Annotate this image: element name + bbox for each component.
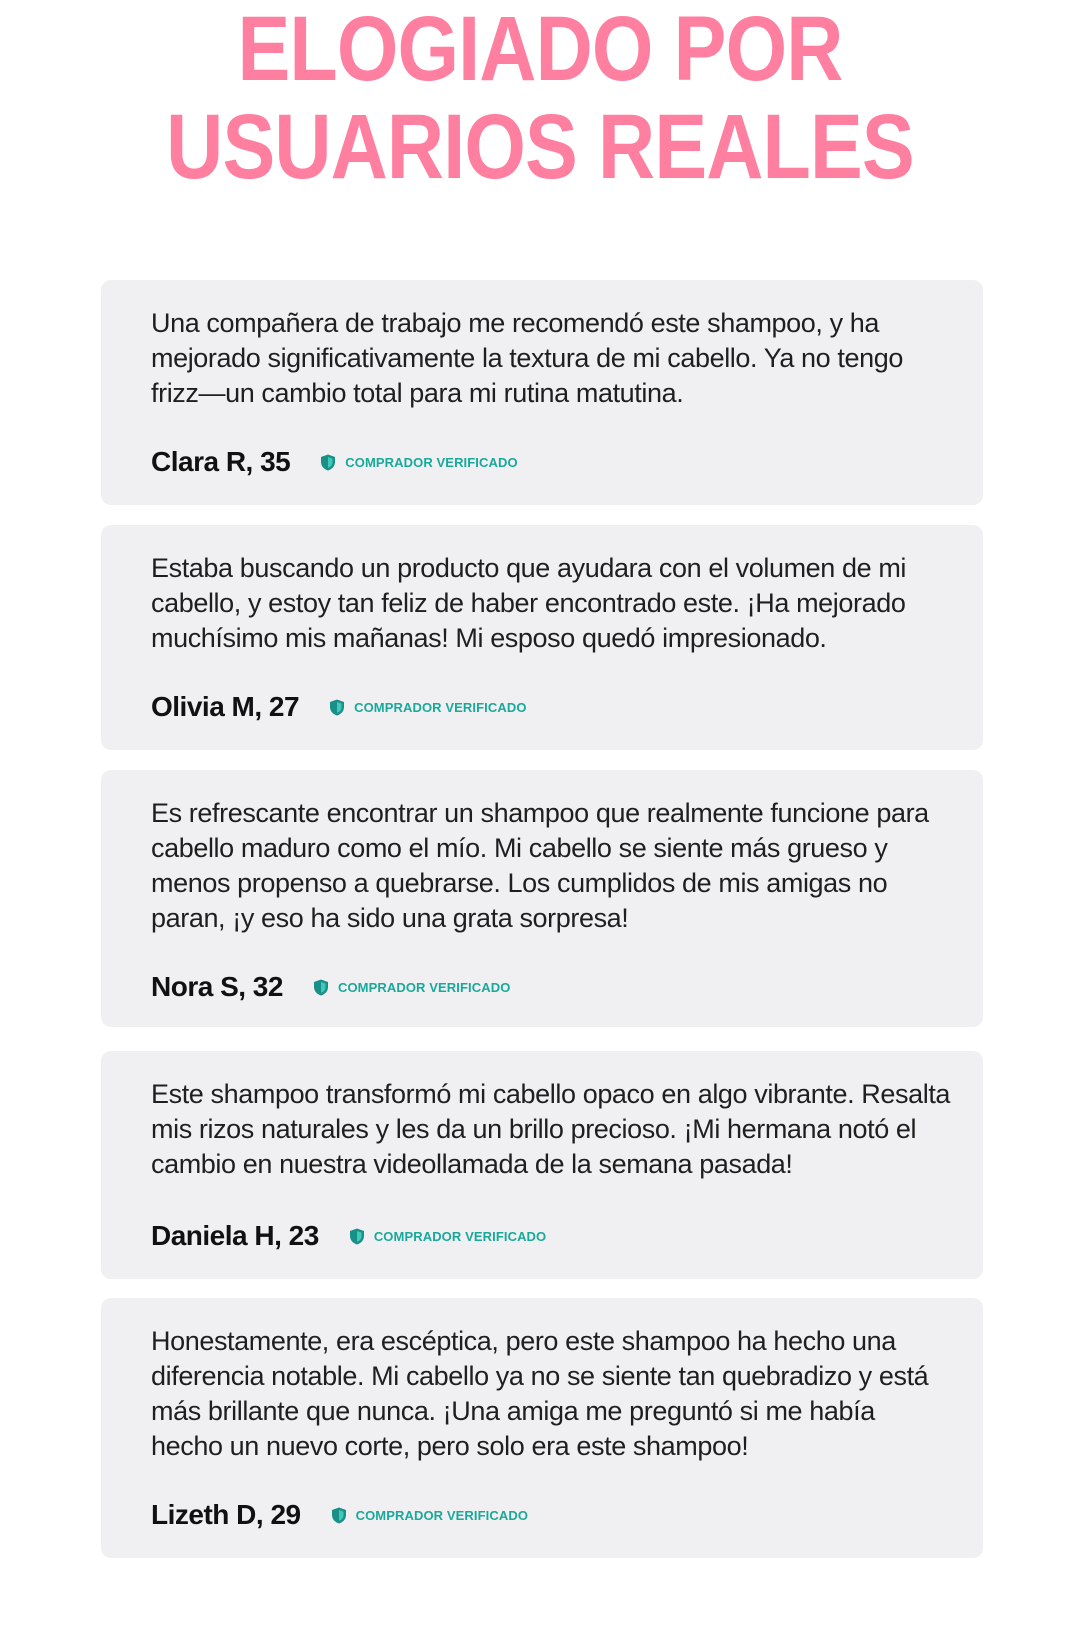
review-author: Daniela H, 23 bbox=[151, 1220, 319, 1251]
page-headline bbox=[0, 0, 1080, 196]
review-card bbox=[101, 1298, 983, 1558]
headline-line-1: ELOGIADO POR bbox=[237, 0, 843, 100]
verified-shield-icon bbox=[313, 979, 329, 996]
review-footer bbox=[151, 1216, 546, 1256]
verified-label: COMPRADOR VERIFICADO bbox=[345, 454, 518, 470]
verified-shield-icon bbox=[320, 454, 336, 471]
verified-label: COMPRADOR VERIFICADO bbox=[355, 1507, 529, 1523]
review-footer bbox=[151, 442, 518, 482]
verified-shield-icon bbox=[329, 699, 345, 716]
verified-badge bbox=[313, 979, 510, 996]
verified-badge bbox=[349, 1228, 546, 1245]
review-text: Estaba buscando un producto que ayudara con el volumen de mi cabello, y estoy tan feliz de haber encontrado este. ¡Ha mejorado muchísimo mis mañanas! Mi esposo quedó impresionado. bbox=[151, 553, 907, 653]
verified-label: COMPRADOR VERIFICADO bbox=[373, 1228, 547, 1244]
review-footer bbox=[151, 1495, 528, 1535]
review-footer bbox=[151, 687, 527, 727]
review-text: Este shampoo transformó mi cabello opaco en algo vibrante. Resalta mis rizos naturales y les da un brillo precioso. ¡Mi hermana notó el cambio en nuestra videollamada de la semana pasada! bbox=[151, 1079, 951, 1179]
review-author: Nora S, 32 bbox=[151, 971, 283, 1002]
verified-label: COMPRADOR VERIFICADO bbox=[337, 979, 511, 995]
verified-label: COMPRADOR VERIFICADO bbox=[354, 699, 527, 715]
review-author: Clara R, 35 bbox=[151, 446, 291, 477]
verified-badge bbox=[320, 454, 517, 471]
review-footer bbox=[151, 967, 510, 1007]
review-card bbox=[101, 280, 983, 505]
review-card bbox=[101, 770, 983, 1027]
verified-badge bbox=[329, 699, 526, 716]
review-author: Olivia M, 27 bbox=[151, 691, 300, 722]
review-text: Honestamente, era escéptica, pero este shampoo ha hecho una diferencia notable. Mi cabello ya no se siente tan quebradizo y está más brillante que nunca. ¡Una amiga me preguntó si me había hecho un nuevo corte, pero solo era este shampoo! bbox=[151, 1326, 929, 1461]
verified-badge bbox=[331, 1507, 528, 1524]
verified-shield-icon bbox=[349, 1228, 365, 1245]
review-card bbox=[101, 1051, 983, 1279]
review-text: Una compañera de trabajo me recomendó este shampoo, y ha mejorado significativamente la textura de mi cabello. Ya no tengo frizz—un cambio total para mi rutina matutina. bbox=[151, 308, 903, 408]
verified-shield-icon bbox=[331, 1507, 347, 1524]
review-author: Lizeth D, 29 bbox=[151, 1499, 301, 1530]
headline-line-2: USUARIOS REALES bbox=[166, 96, 914, 198]
review-card bbox=[101, 525, 983, 750]
review-text: Es refrescante encontrar un shampoo que realmente funcione para cabello maduro como el mío. Mi cabello se siente más grueso y menos propenso a quebrarse. Los cumplidos de mis amigas no paran, ¡y eso ha sido una grata sorpresa! bbox=[151, 798, 929, 933]
